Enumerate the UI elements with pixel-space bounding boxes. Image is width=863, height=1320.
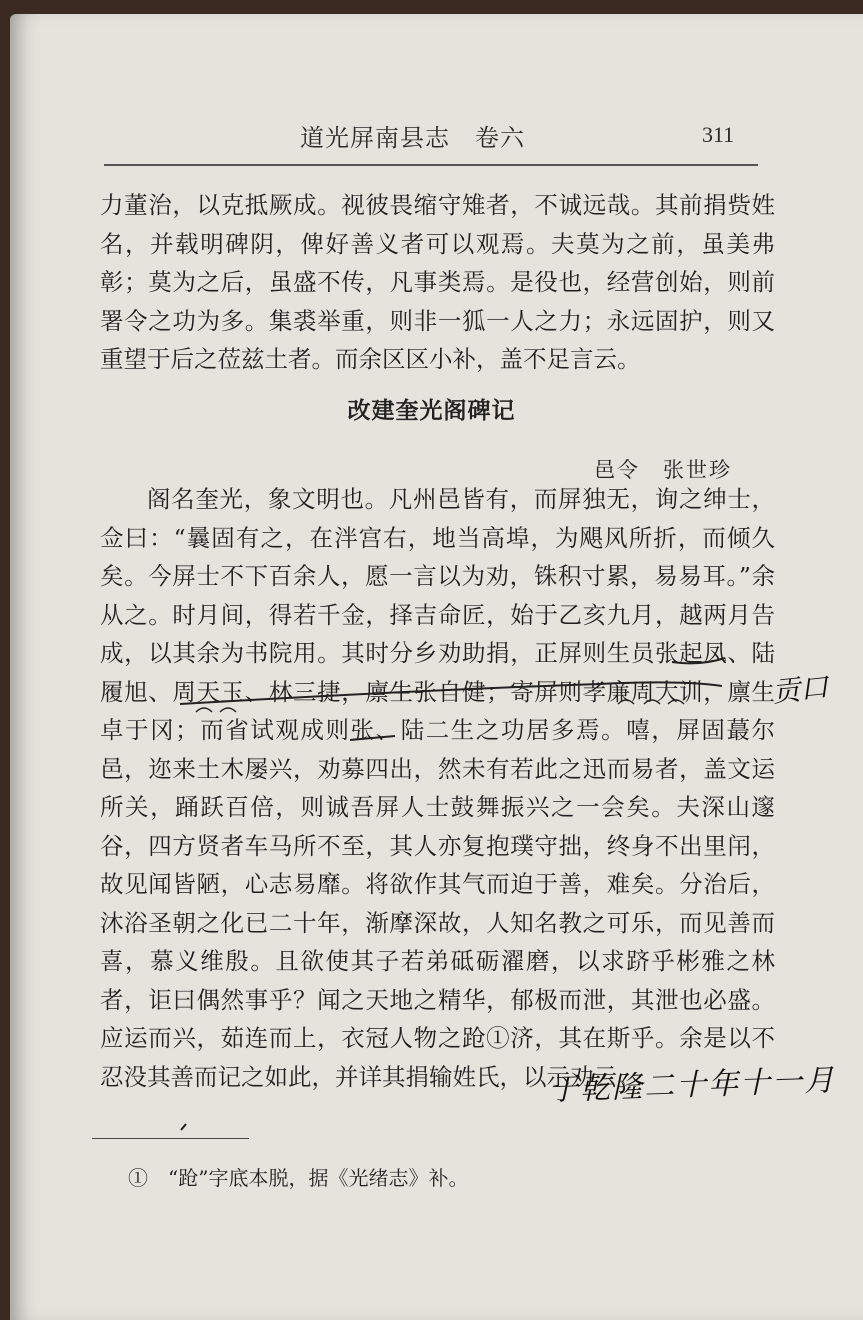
handwritten-date-note: 于乾隆二十年十一月 — [547, 1062, 837, 1109]
small-circle-marks — [618, 700, 684, 704]
small-circle-marks — [196, 708, 236, 712]
underline-mark — [350, 736, 395, 740]
article-title: 改建奎光阁碑记 — [347, 398, 516, 424]
footnote: ① “跄”字底本脱，据《光绪志》补。 — [128, 1166, 469, 1190]
handwritten-margin-note: 贡口 — [770, 670, 830, 709]
underline-mark — [180, 682, 722, 704]
header-title: 道光屏南县志 卷六 — [300, 124, 525, 152]
stray-mark — [181, 1124, 186, 1130]
footnote-rule — [92, 1138, 249, 1139]
article-body: 阁名奎光，象文明也。凡州邑皆有，而屏独无，询之绅士，佥曰：“曩固有之，在泮宫右，地当高埠，为飓风所折，而倾久矣。今屏士不下百余人，愿一言以为劝，铢积寸累，易易耳。”余从之。时月间，得若千金，择吉命匠，始于乙亥九月，越两月告成，以其余为书院用。其时分乡劝助捐，正屏则生员张起凤、陆履旭、周天玉、林三捷，廪生张自健；寄屏则孝廉周大训，廪生卓于冈；而省试观成则张、陆二生之功居多焉。嘻，屏固蕞尔邑，迩来土木屡兴，劝募四出，然未有若此之迅而易者，盖文运所关，踊跃百倍，则诚吾屏人士鼓舞振兴之一会矣。夫深山邃谷，四方贤者车马所不至，其人亦复抱璞守拙，终身不出里闬，故见闻皆陋，心志易靡。将欲作其气而迫于善，难矣。分治后，沐浴圣朝之化已二十年，渐摩深故，人知名教之可乐，而见善而喜，慕义维殷。且欲使其子若弟砥砺濯磨，以求跻乎彬雅之林者，讵曰偶然事乎？闻之天地之精华，郁极而泄，其泄也必盛。应运而兴，茹连而上，衣冠人物之跄①济，其在斯乎。余是以不忍没其善而记之如此，并详其捐输姓氏，以示劝云。 — [100, 485, 775, 1091]
article-author: 邑令 张世珍 — [594, 458, 732, 482]
page-number: 311 — [702, 122, 735, 147]
paragraph-1: 力董治，以克抵厥成。视彼畏缩守雉者，不诚远哉。其前捐赀姓名，并载明碑阴，俾好善义者可以观焉。夫莫为之前，虽美弗彰；莫为之后，虽盛不传，凡事类焉。是役也，经营创始，则前署令之功为多。集裘举重，则非一狐一人之力；永远固护，则又重望于后之莅兹土者。而余区区小补，盖不足言云。 — [100, 191, 775, 373]
underline-mark — [672, 658, 725, 663]
